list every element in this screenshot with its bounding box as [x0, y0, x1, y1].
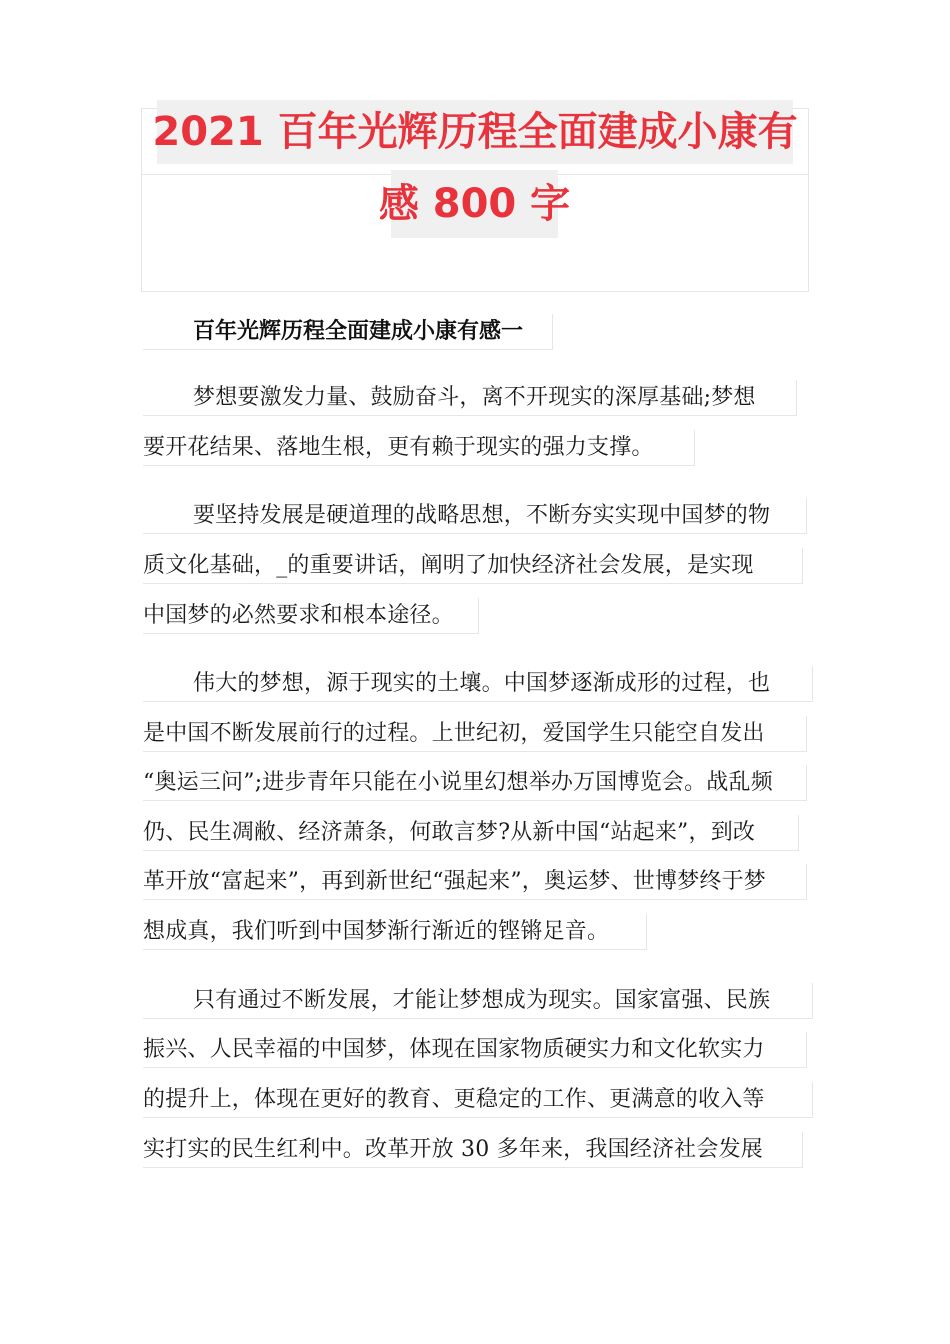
- paragraph-3-line-4: 仍、民生凋敝、经济萧条，何敢言梦?从新中国“站起来”，到改: [143, 815, 799, 851]
- paragraph-4-line-2: 振兴、人民幸福的中国梦，体现在国家物质硬实力和文化软实力: [143, 1032, 807, 1068]
- paragraph-4-line-4: 实打实的民生红利中。改革开放 30 多年来，我国经济社会发展: [143, 1132, 803, 1168]
- paragraph-4-line-3: 的提升上，体现在更好的教育、更稳定的工作、更满意的收入等: [143, 1082, 813, 1118]
- section-heading: 百年光辉历程全面建成小康有感一: [143, 314, 553, 350]
- paragraph-3-line-3: “奥运三问”;进步青年只能在小说里幻想举办万国博览会。战乱频: [143, 765, 807, 801]
- paragraph-2-line-3: 中国梦的必然要求和根本途径。: [143, 598, 479, 634]
- paragraph-4-line-1: 只有通过不断发展，才能让梦想成为现实。国家富强、民族: [143, 983, 813, 1019]
- paragraph-3-line-6: 想成真，我们听到中国梦渐行渐近的铿锵足音。: [143, 914, 647, 950]
- document-title-line-2: 感 800 字: [391, 170, 558, 238]
- paragraph-3-line-2: 是中国不断发展前行的过程。上世纪初，爱国学生只能空自发出: [143, 716, 807, 752]
- paragraph-1-line-1: 梦想要激发力量、鼓励奋斗，离不开现实的深厚基础;梦想: [143, 380, 797, 416]
- paragraph-2-line-1: 要坚持发展是硬道理的战略思想，不断夯实实现中国梦的物: [143, 498, 807, 534]
- document-title-line-1: 2021 百年光辉历程全面建成小康有: [157, 100, 793, 164]
- paragraph-3-line-1: 伟大的梦想，源于现实的土壤。中国梦逐渐成形的过程，也: [143, 666, 813, 702]
- paragraph-1-line-2: 要开花结果、落地生根，更有赖于现实的强力支撑。: [143, 430, 695, 466]
- paragraph-2-line-2: 质文化基础，_的重要讲话，阐明了加快经济社会发展，是实现: [143, 548, 803, 584]
- paragraph-3-line-5: 革开放“富起来”，再到新世纪“强起来”，奥运梦、世博梦终于梦: [143, 864, 807, 900]
